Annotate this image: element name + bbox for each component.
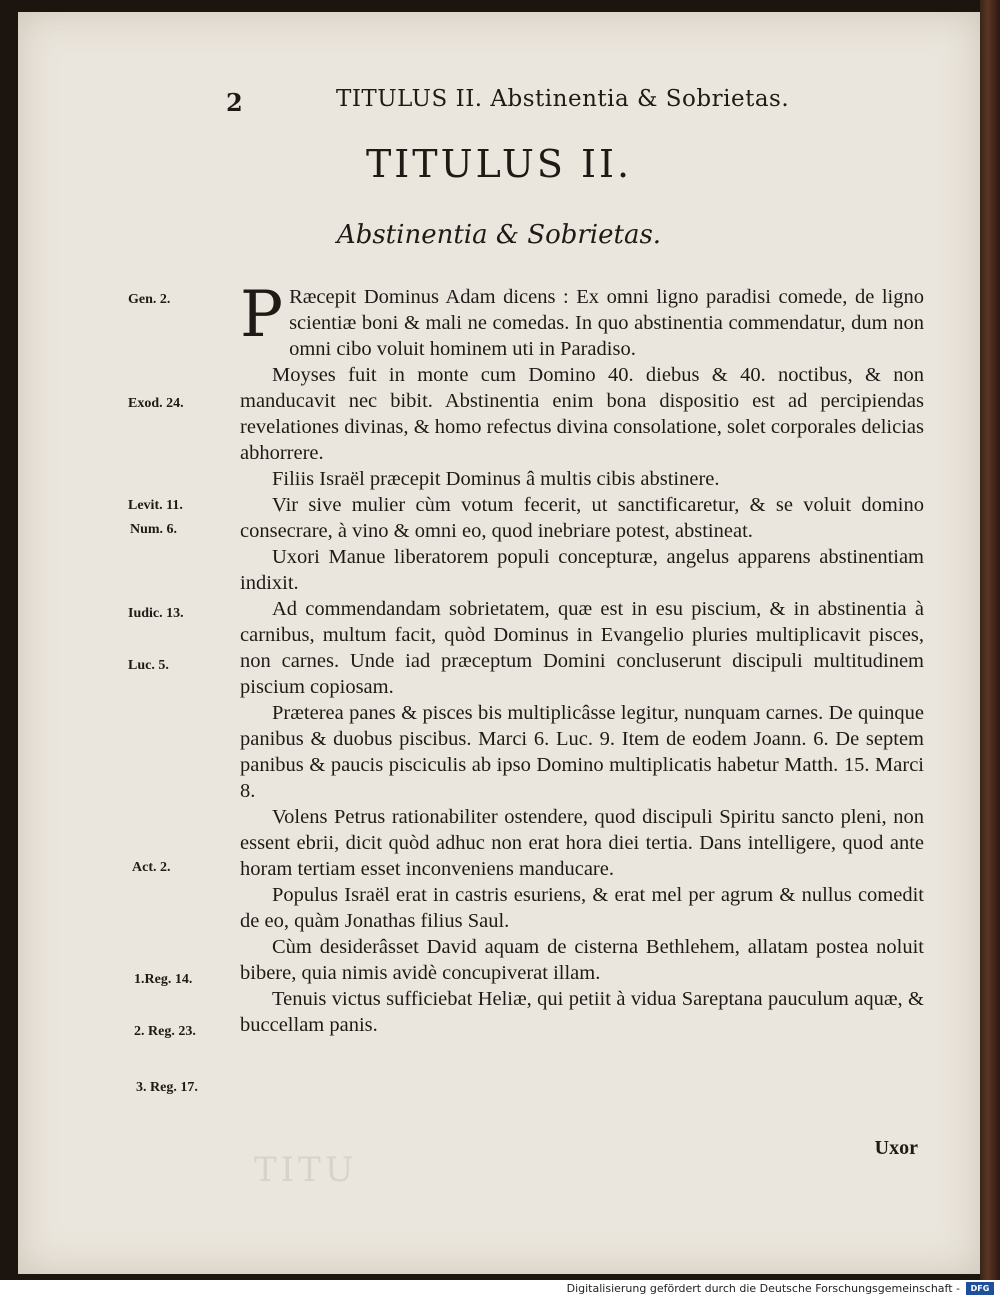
margin-ref: Levit. 11.: [128, 498, 183, 513]
book-page: [18, 12, 980, 1274]
paragraph: Filiis Israël præcepit Dominus â multis cibis abstinere.: [272, 468, 720, 490]
margin-ref: 3. Reg. 17.: [136, 1080, 198, 1095]
running-head-subtitle: Abstinentia & Sobrietas.: [490, 86, 790, 112]
chapter-subtitle: Abstinentia & Sobrietas.: [336, 220, 662, 250]
margin-ref: Exod. 24.: [128, 396, 184, 411]
paragraph: Volens Petrus rationabiliter ostendere, quod discipuli Spiritu sancto pleni, non essent ebrii, dicit quòd adhuc non erat hora diei tertia. Dans intelligere, quod ante horam tertiam esset inconveniens manducare.: [240, 806, 924, 880]
paragraph: Uxori Manue liberatorem populi concepturæ, angelus apparens abstinentiam indixit.: [240, 546, 924, 594]
paragraph: [240, 278, 924, 362]
show-through-bleed: TITU: [254, 1150, 358, 1190]
dfg-logo-icon: DFG: [966, 1282, 994, 1295]
margin-ref: Act. 2.: [132, 860, 171, 875]
margin-ref: Num. 6.: [130, 522, 178, 537]
paragraph: Ad commendandam sobrietatem, quæ est in esu piscium, & in abstinentia à carnibus, multum facit, quòd Dominus in Evangelio pluries multiplicavit pisces, non carnes. Unde iad præceptum Domini concluserunt discipuli multitudinem piscium copiosam.: [240, 598, 924, 698]
margin-ref: Luc. 5.: [128, 658, 169, 673]
digitization-footer: [0, 1280, 1000, 1298]
paragraph: Præterea panes & pisces bis multiplicâsse legitur, nunquam carnes. De quinque panibus & duobus piscibus. Marci 6. Luc. 9. Item de eodem Joann. 6. De septem panibus & paucis pisciculis ab ipso Domino multiplicatis habetur Matth. 15. Marci 8.: [240, 702, 924, 802]
footer-credit: Digitalisierung gefördert durch die Deutsche Forschungsgemeinschaft -: [566, 1282, 960, 1295]
paragraph: Moyses fuit in monte cum Domino 40. diebus & 40. noctibus, & non manducavit nec bibit. Abstinentia enim bona dispositio est ad percipiendas revelationes divinas, & homo refectus divina consolatione, solet corporales delicias abhorrere.: [240, 364, 924, 464]
margin-ref: Gen. 2.: [128, 292, 171, 307]
book-spine: [980, 0, 1000, 1280]
chapter-title: TITULUS II.: [365, 142, 633, 186]
drop-cap: P: [240, 278, 284, 352]
margin-ref: Iudic. 13.: [128, 606, 184, 621]
paragraph: Populus Israël erat in castris esuriens, & erat mel per agrum & nullus comedit de eo, quàm Jonathas filius Saul.: [240, 884, 924, 932]
catchword: Uxor: [874, 1137, 918, 1159]
margin-ref: 1.Reg. 14.: [134, 972, 193, 987]
paragraph: Tenuis victus sufficiebat Heliæ, qui petiit à vidua Sareptana pauculum aquæ, & buccellam panis.: [240, 988, 924, 1036]
margin-references: [18, 12, 228, 1274]
page-number: 2: [226, 88, 243, 117]
paragraph: Vir sive mulier cùm votum fecerit, ut sanctificaretur, & se voluit domino consecrare, à vino & omni eo, quod inebriare potest, abstineat.: [240, 494, 924, 542]
margin-ref: 2. Reg. 23.: [134, 1024, 196, 1039]
running-head-title-text: TITULUS II.: [336, 86, 483, 112]
paragraph: Cùm desiderâsset David aquam de cisterna Bethlehem, allatam postea noluit bibere, quia nimis avidè concupiverat illam.: [240, 936, 924, 984]
body-text: [240, 278, 924, 1038]
running-head-title: [336, 86, 789, 112]
paragraph-text: Ræcepit Dominus Adam dicens : Ex omni ligno paradisi comede, de ligno scientiæ boni & mali ne comedas. In quo abstinentia commendatur, dum non omni cibo voluit hominem uti in Paradiso.: [289, 286, 924, 360]
